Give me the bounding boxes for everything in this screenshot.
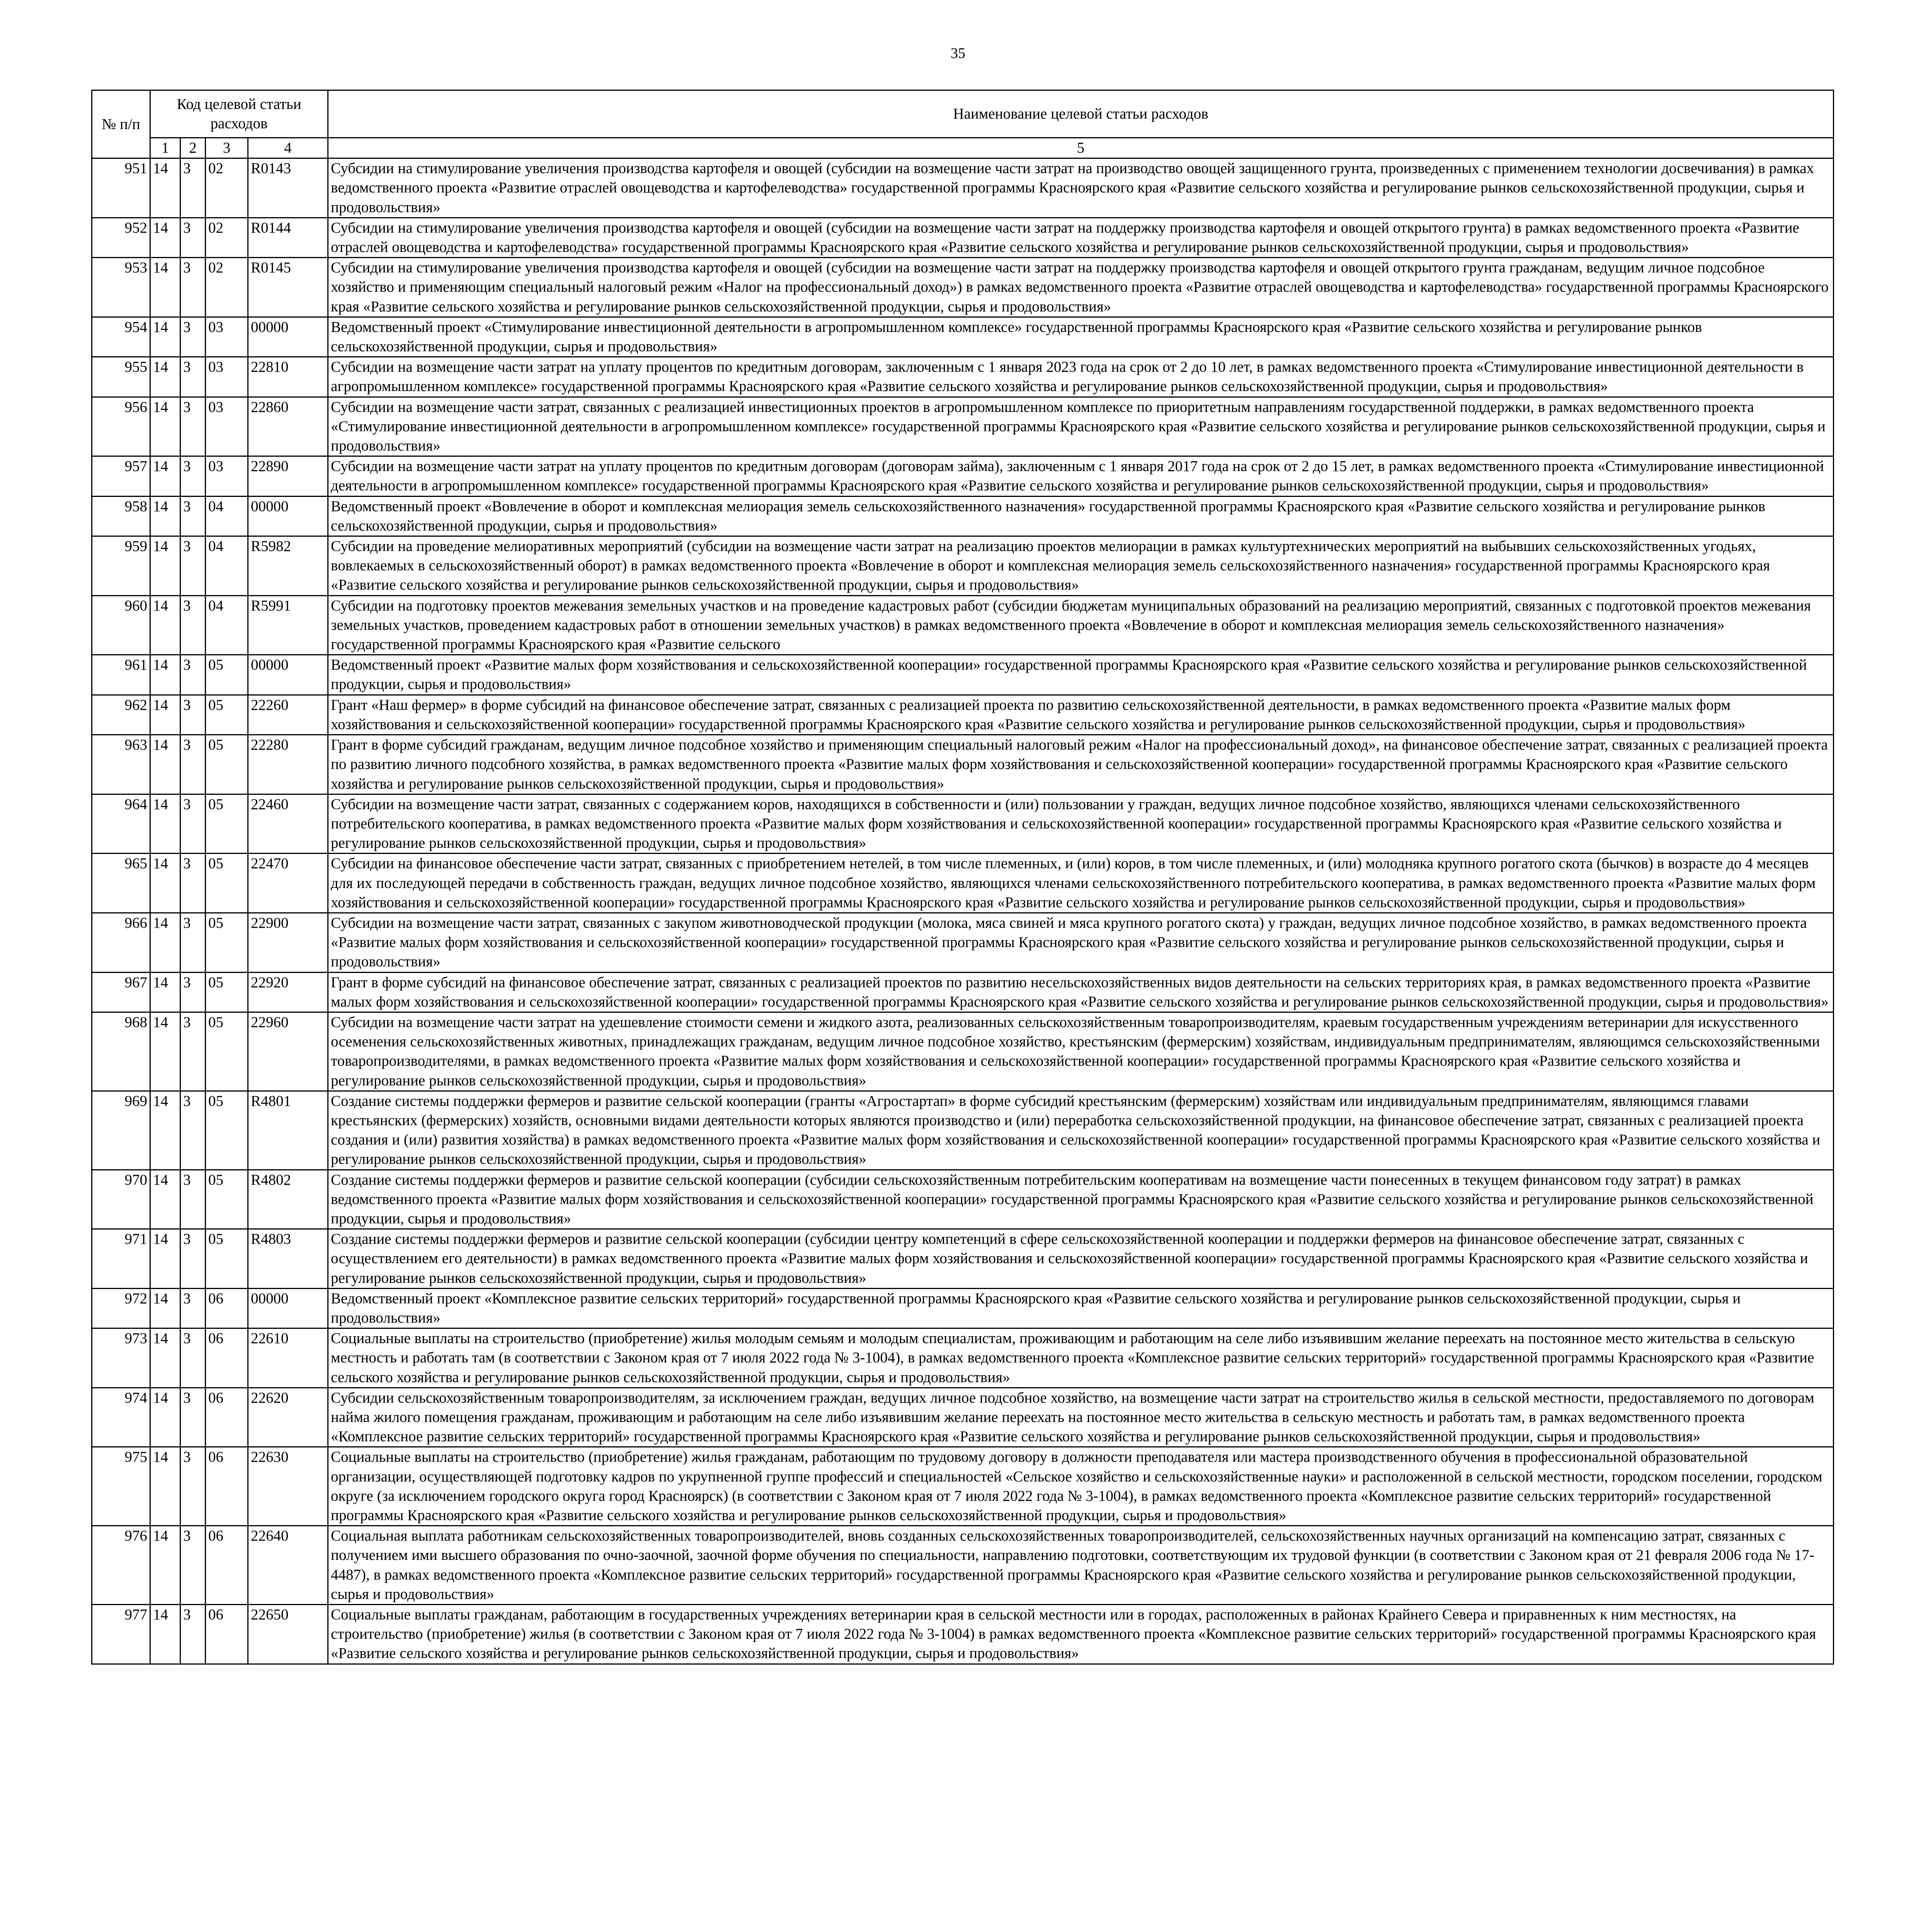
code-part-4: 22860 xyxy=(248,397,328,456)
code-part-2: 3 xyxy=(180,317,206,357)
code-part-2: 3 xyxy=(180,595,206,655)
header-code: Код целевой статьи расходов xyxy=(150,90,328,138)
code-part-4: 22960 xyxy=(248,1012,328,1091)
code-part-2: 3 xyxy=(180,397,206,456)
row-number: 960 xyxy=(92,595,150,655)
table-row xyxy=(92,1388,1834,1447)
code-part-3: 06 xyxy=(206,1328,248,1388)
code-part-4: 22620 xyxy=(248,1388,328,1447)
code-part-2: 3 xyxy=(180,218,206,257)
code-part-1: 14 xyxy=(150,695,180,735)
code-part-2: 3 xyxy=(180,655,206,695)
expense-item-name: Субсидии сельскохозяйственным товаропроизводителям, за исключением граждан, ведущих личное подсобное хозяйство, на возмещение части затрат на строительство жилья в сельской местности, предоставляемого по договорам найма жилого помещения гражданам, проживающим и работающим на селе либо изъявившим желание переехать на постоянное место жительства в сельскую местность и работать там, в рамках ведомственного проекта «Комплексное развитие сельских территорий» государственной программы Красноярского края «Развитие сельского хозяйства и регулирование рынков сельскохозяйственной продукции, сырья и продовольствия» xyxy=(328,1388,1834,1447)
row-number: 974 xyxy=(92,1388,150,1447)
code-part-4: 22460 xyxy=(248,794,328,854)
row-number: 976 xyxy=(92,1526,150,1605)
code-part-1: 14 xyxy=(150,655,180,695)
code-part-2: 3 xyxy=(180,1328,206,1388)
code-part-4: 22470 xyxy=(248,854,328,913)
row-number: 969 xyxy=(92,1091,150,1170)
code-part-1: 14 xyxy=(150,794,180,854)
row-number: 971 xyxy=(92,1229,150,1289)
code-part-3: 03 xyxy=(206,456,248,496)
code-part-4: 00000 xyxy=(248,655,328,695)
row-number: 957 xyxy=(92,456,150,496)
row-number: 970 xyxy=(92,1170,150,1229)
code-part-1: 14 xyxy=(150,218,180,257)
code-part-4: R4803 xyxy=(248,1229,328,1289)
row-number: 962 xyxy=(92,695,150,735)
code-part-4: 22920 xyxy=(248,972,328,1012)
row-number: 954 xyxy=(92,317,150,357)
code-part-3: 06 xyxy=(206,1605,248,1664)
code-part-3: 05 xyxy=(206,1229,248,1289)
table-row xyxy=(92,595,1834,655)
expense-item-name: Ведомственный проект «Стимулирование инвестиционной деятельности в агропромышленном комплексе» государственной программы Красноярского края «Развитие сельского хозяйства и регулирование рынков сельскохозяйственной продукции, сырья и продовольствия» xyxy=(328,317,1834,357)
code-part-1: 14 xyxy=(150,1526,180,1605)
table-body xyxy=(92,158,1834,1664)
header-subnumber: 1 xyxy=(150,138,180,158)
code-part-1: 14 xyxy=(150,1388,180,1447)
expense-item-name: Социальная выплата работникам сельскохозяйственных товаропроизводителей, вновь созданных сельскохозяйственных товаропроизводителей, сельскохозяйственных научных организаций на компенсацию затрат, связанных с получением ими высшего образования по очно-заочной, заочной форме обучения по специальности, направлению подготовки, соответствующим их трудовой функции (в соответствии с Законом края от 21 февраля 2006 года № 17-4487), в рамках ведомственного проекта «Комплексное развитие сельских территорий» государственной программы Красноярского края «Развитие сельского хозяйства и регулирование рынков сельскохозяйственной продукции, сырья и продовольствия» xyxy=(328,1526,1834,1605)
table-row xyxy=(92,1012,1834,1091)
expense-item-name: Создание системы поддержки фермеров и развитие сельской кооперации (гранты «Агростартап» в форме субсидий крестьянским (фермерским) хозяйствам или индивидуальным предпринимателям, являющимся главами крестьянских (фермерских) хозяйств, основными видами деятельности которых являются производство и (или) переработка сельскохозяйственной продукции, на финансовое обеспечение затрат, связанных с реализацией проекта создания и (или) развития хозяйства) в рамках ведомственного проекта «Развитие малых форм хозяйствования и сельскохозяйственной кооперации» государственной программы Красноярского края «Развитие сельского хозяйства и регулирование рынков сельскохозяйственной продукции, сырья и продовольствия» xyxy=(328,1091,1834,1170)
code-part-2: 3 xyxy=(180,1170,206,1229)
code-part-3: 03 xyxy=(206,357,248,397)
code-part-1: 14 xyxy=(150,1012,180,1091)
table-row xyxy=(92,1288,1834,1328)
code-part-4: 22610 xyxy=(248,1328,328,1388)
expense-item-name: Ведомственный проект «Вовлечение в оборот и комплексная мелиорация земель сельскохозяйственного назначения» государственной программы Красноярского края «Развитие сельского хозяйства и регулирование рынков сельскохозяйственной продукции, сырья и продовольствия» xyxy=(328,496,1834,536)
table-row xyxy=(92,695,1834,735)
expense-item-name: Субсидии на возмещение части затрат на удешевление стоимости семени и жидкого азота, реализованных сельскохозяйственным товаропроизводителям, краевым государственным учреждениям ветеринарии для искусственного осеменения сельскохозяйственных животных, принадлежащих гражданам, ведущим личное подсобное хозяйство, крестьянским (фермерским) хозяйствам, индивидуальным предпринимателям, являющимся сельскохозяйственными товаропроизводителями, в рамках ведомственного проекта «Развитие малых форм хозяйствования и сельскохозяйственной кооперации» государственной программы Красноярского края «Развитие сельского хозяйства и регулирование рынков сельскохозяйственной продукции, сырья и продовольствия» xyxy=(328,1012,1834,1091)
code-part-1: 14 xyxy=(150,595,180,655)
code-part-3: 05 xyxy=(206,655,248,695)
code-part-2: 3 xyxy=(180,1229,206,1289)
code-part-2: 3 xyxy=(180,258,206,317)
expense-item-name: Субсидии на возмещение части затрат, связанных с закупом животноводческой продукции (молока, мяса свиней и мяса крупного рогатого скота) у граждан, ведущих личное подсобное хозяйство, в рамках ведомственного проекта «Развитие малых форм хозяйствования и сельскохозяйственной кооперации» государственной программы Красноярского края «Развитие сельского хозяйства и регулирование рынков сельскохозяйственной продукции, сырья и продовольствия» xyxy=(328,913,1834,972)
expense-item-name: Ведомственный проект «Развитие малых форм хозяйствования и сельскохозяйственной кооперации» государственной программы Красноярского края «Развитие сельского хозяйства и регулирование рынков сельскохозяйственной продукции, сырья и продовольствия» xyxy=(328,655,1834,695)
row-number: 968 xyxy=(92,1012,150,1091)
code-part-2: 3 xyxy=(180,913,206,972)
header-subnumber: 5 xyxy=(328,138,1834,158)
row-number: 967 xyxy=(92,972,150,1012)
expense-item-name: Субсидии на стимулирование увеличения производства картофеля и овощей (субсидии на возмещение части затрат на производство овощей защищенного грунта, произведенных с применением технологии досвечивания) в рамках ведомственного проекта «Развитие отраслей овощеводства и картофелеводства» государственной программы Красноярского края «Развитие сельского хозяйства и регулирование рынков сельскохозяйственной продукции, сырья и продовольствия» xyxy=(328,158,1834,218)
table-row xyxy=(92,496,1834,536)
code-part-1: 14 xyxy=(150,397,180,456)
code-part-3: 03 xyxy=(206,317,248,357)
code-part-3: 02 xyxy=(206,218,248,257)
code-part-2: 3 xyxy=(180,496,206,536)
code-part-3: 05 xyxy=(206,913,248,972)
expense-item-name: Субсидии на стимулирование увеличения производства картофеля и овощей (субсидии на возмещение части затрат на поддержку производства картофеля и овощей открытого грунта гражданам, ведущим личное подсобное хозяйство и применяющим специальный налоговый режим «Налог на профессиональный доход») в рамках ведомственного проекта «Развитие отраслей овощеводства и картофелеводства» государственной программы Красноярского края «Развитие сельского хозяйства и регулирование рынков сельскохозяйственной продукции, сырья и продовольствия» xyxy=(328,258,1834,317)
expense-item-name: Субсидии на возмещение части затрат, связанных с содержанием коров, находящихся в собственности и (или) пользовании у граждан, ведущих личное подсобное хозяйство, являющихся членами сельскохозяйственного потребительского кооператива, в рамках ведомственного проекта «Развитие малых форм хозяйствования и сельскохозяйственной кооперации» государственной программы Красноярского края «Развитие сельского хозяйства и регулирование рынков сельскохозяйственной продукции, сырья и продовольствия» xyxy=(328,794,1834,854)
expense-item-name: Субсидии на возмещение части затрат на уплату процентов по кредитным договорам, заключенным с 1 января 2023 года на срок от 2 до 10 лет, в рамках ведомственного проекта «Стимулирование инвестиционной деятельности в агропромышленном комплексе» государственной программы Красноярского края «Развитие сельского хозяйства и регулирование рынков сельскохозяйственной продукции, сырья и продовольствия» xyxy=(328,357,1834,397)
code-part-4: R5982 xyxy=(248,536,328,596)
code-part-3: 06 xyxy=(206,1388,248,1447)
table-row xyxy=(92,794,1834,854)
code-part-2: 3 xyxy=(180,972,206,1012)
code-part-1: 14 xyxy=(150,854,180,913)
code-part-4: R0145 xyxy=(248,258,328,317)
table-row xyxy=(92,218,1834,257)
budget-items-table xyxy=(91,90,1834,1665)
code-part-1: 14 xyxy=(150,536,180,596)
row-number: 956 xyxy=(92,397,150,456)
table-row xyxy=(92,397,1834,456)
expense-item-name: Субсидии на подготовку проектов межевания земельных участков и на проведение кадастровых работ (субсидии бюджетам муниципальных образований на реализацию мероприятий, связанных с подготовкой проектов межевания земельных участков, проведением кадастровых работ в отношении земельных участков) в рамках ведомственного проекта «Вовлечение в оборот и комплексная мелиорация земель сельскохозяйственного назначения» государственной программы Красноярского края «Развитие сельского xyxy=(328,595,1834,655)
code-part-1: 14 xyxy=(150,1288,180,1328)
code-part-2: 3 xyxy=(180,456,206,496)
code-part-3: 06 xyxy=(206,1288,248,1328)
expense-item-name: Создание системы поддержки фермеров и развитие сельской кооперации (субсидии центру компетенций в сфере сельскохозяйственной кооперации и поддержки фермеров на финансовое обеспечение затрат, связанных с осуществлением его деятельности) в рамках ведомственного проекта «Развитие малых форм хозяйствования и сельскохозяйственной кооперации» государственной программы Красноярского края «Развитие сельского хозяйства и регулирование рынков сельскохозяйственной продукции, сырья и продовольствия» xyxy=(328,1229,1834,1289)
code-part-2: 3 xyxy=(180,794,206,854)
code-part-4: 22630 xyxy=(248,1447,328,1526)
table-row xyxy=(92,1091,1834,1170)
expense-item-name: Грант в форме субсидий на финансовое обеспечение затрат, связанных с реализацией проектов по развитию несельскохозяйственных видов деятельности на сельских территориях края, в рамках ведомственного проекта «Развитие малых форм хозяйствования и сельскохозяйственной кооперации» государственной программы Красноярского края «Развитие сельского хозяйства и регулирование рынков сельскохозяйственной продукции, сырья и продовольствия» xyxy=(328,972,1834,1012)
code-part-1: 14 xyxy=(150,972,180,1012)
table-row xyxy=(92,1229,1834,1289)
table-row xyxy=(92,655,1834,695)
code-part-3: 05 xyxy=(206,972,248,1012)
code-part-3: 05 xyxy=(206,1091,248,1170)
code-part-3: 05 xyxy=(206,854,248,913)
row-number: 951 xyxy=(92,158,150,218)
code-part-1: 14 xyxy=(150,158,180,218)
code-part-3: 06 xyxy=(206,1447,248,1526)
code-part-2: 3 xyxy=(180,1447,206,1526)
table-row xyxy=(92,258,1834,317)
table-row xyxy=(92,158,1834,218)
table-row xyxy=(92,536,1834,596)
code-part-3: 05 xyxy=(206,735,248,794)
expense-item-name: Субсидии на возмещение части затрат на уплату процентов по кредитным договорам (договорам займа), заключенным с 1 января 2017 года на срок от 2 до 15 лет, в рамках ведомственного проекта «Стимулирование инвестиционной деятельности в агропромышленном комплексе» государственной программы Красноярского края «Развитие сельского хозяйства и регулирование рынков сельскохозяйственной продукции, сырья и продовольствия» xyxy=(328,456,1834,496)
code-part-4: 22890 xyxy=(248,456,328,496)
table-row xyxy=(92,456,1834,496)
table-row xyxy=(92,357,1834,397)
table-row xyxy=(92,1526,1834,1605)
code-part-1: 14 xyxy=(150,357,180,397)
row-number: 963 xyxy=(92,735,150,794)
code-part-4: R5991 xyxy=(248,595,328,655)
code-part-4: 22900 xyxy=(248,913,328,972)
code-part-4: 00000 xyxy=(248,317,328,357)
expense-item-name: Грант «Наш фермер» в форме субсидий на финансовое обеспечение затрат, связанных с реализацией проекта по развитию сельскохозяйственной деятельности, в рамках ведомственного проекта «Развитие малых форм хозяйствования и сельскохозяйственной кооперации» государственной программы Красноярского края «Развитие сельского хозяйства и регулирование рынков сельскохозяйственной продукции, сырья и продовольствия» xyxy=(328,695,1834,735)
code-part-4: R4801 xyxy=(248,1091,328,1170)
header-subnumber: 2 xyxy=(180,138,206,158)
code-part-2: 3 xyxy=(180,1388,206,1447)
code-part-1: 14 xyxy=(150,456,180,496)
header-number: № п/п xyxy=(92,90,150,158)
code-part-2: 3 xyxy=(180,357,206,397)
expense-item-name: Субсидии на проведение мелиоративных мероприятий (субсидии на возмещение части затрат на реализацию проектов мелиорации в рамках культуртехнических мероприятий на выбывших сельскохозяйственных угодьях, вовлекаемых в сельскохозяйственный оборот) в рамках ведомственного проекта «Вовлечение в оборот и комплексная мелиорация земель сельскохозяйственного назначения» государственной программы Красноярского края «Развитие сельского хозяйства и регулирование рынков сельскохозяйственной продукции, сырья и продовольствия» xyxy=(328,536,1834,596)
code-part-1: 14 xyxy=(150,913,180,972)
code-part-3: 06 xyxy=(206,1526,248,1605)
code-part-1: 14 xyxy=(150,1229,180,1289)
code-part-1: 14 xyxy=(150,496,180,536)
code-part-3: 04 xyxy=(206,536,248,596)
code-part-1: 14 xyxy=(150,1091,180,1170)
code-part-2: 3 xyxy=(180,158,206,218)
table-row xyxy=(92,972,1834,1012)
table-row xyxy=(92,854,1834,913)
code-part-3: 04 xyxy=(206,595,248,655)
code-part-2: 3 xyxy=(180,735,206,794)
code-part-3: 02 xyxy=(206,158,248,218)
code-part-1: 14 xyxy=(150,1447,180,1526)
code-part-4: 22280 xyxy=(248,735,328,794)
code-part-3: 03 xyxy=(206,397,248,456)
table-row xyxy=(92,1447,1834,1526)
header-name: Наименование целевой статьи расходов xyxy=(328,90,1834,138)
code-part-2: 3 xyxy=(180,1526,206,1605)
header-subnumber: 3 xyxy=(206,138,248,158)
expense-item-name: Субсидии на возмещение части затрат, связанных с реализацией инвестиционных проектов в агропромышленном комплексе по приоритетным направлениям государственной поддержки, в рамках ведомственного проекта «Стимулирование инвестиционной деятельности в агропромышленном комплексе» государственной программы Красноярского края «Развитие сельского хозяйства и регулирование рынков сельскохозяйственной продукции, сырья и продовольствия» xyxy=(328,397,1834,456)
row-number: 958 xyxy=(92,496,150,536)
table-row xyxy=(92,1170,1834,1229)
row-number: 953 xyxy=(92,258,150,317)
code-part-2: 3 xyxy=(180,1012,206,1091)
expense-item-name: Субсидии на стимулирование увеличения производства картофеля и овощей (субсидии на возмещение части затрат на поддержку производства картофеля и овощей открытого грунта) в рамках ведомственного проекта «Развитие отраслей овощеводства и картофелеводства» государственной программы Красноярского края «Развитие сельского хозяйства и регулирование рынков сельскохозяйственной продукции, сырья и продовольствия» xyxy=(328,218,1834,257)
row-number: 973 xyxy=(92,1328,150,1388)
code-part-4: 22260 xyxy=(248,695,328,735)
code-part-3: 04 xyxy=(206,496,248,536)
code-part-2: 3 xyxy=(180,1605,206,1664)
row-number: 977 xyxy=(92,1605,150,1664)
row-number: 964 xyxy=(92,794,150,854)
code-part-1: 14 xyxy=(150,258,180,317)
code-part-1: 14 xyxy=(150,735,180,794)
code-part-3: 05 xyxy=(206,794,248,854)
header-subnumber: 4 xyxy=(248,138,328,158)
table-row xyxy=(92,1605,1834,1664)
code-part-4: R4802 xyxy=(248,1170,328,1229)
code-part-4: R0143 xyxy=(248,158,328,218)
code-part-3: 05 xyxy=(206,1170,248,1229)
code-part-2: 3 xyxy=(180,695,206,735)
row-number: 972 xyxy=(92,1288,150,1328)
expense-item-name: Социальные выплаты на строительство (приобретение) жилья молодым семьям и молодым специалистам, проживающим и работающим на селе либо изъявившим желание переехать на постоянное место жительства в сельскую местность и работать там (в соответствии с Законом края от 7 июля 2022 года № 3-1004), в рамках ведомственного проекта «Комплексное развитие сельских территорий» государственной программы Красноярского края «Развитие сельского хозяйства и регулирование рынков сельскохозяйственной продукции, сырья и продовольствия» xyxy=(328,1328,1834,1388)
code-part-4: 22810 xyxy=(248,357,328,397)
code-part-1: 14 xyxy=(150,317,180,357)
code-part-1: 14 xyxy=(150,1605,180,1664)
page-number: 35 xyxy=(951,45,965,61)
table-row xyxy=(92,1328,1834,1388)
table-row xyxy=(92,913,1834,972)
code-part-1: 14 xyxy=(150,1328,180,1388)
code-part-2: 3 xyxy=(180,1288,206,1328)
code-part-4: 00000 xyxy=(248,496,328,536)
expense-item-name: Социальные выплаты гражданам, работающим в государственных учреждениях ветеринарии края в сельской местности или в городах, расположенных в районах Крайнего Севера и приравненных к ним местностях, на строительство (приобретение) жилья (в соответствии с Законом края от 7 июля 2022 года № 3-1004) в рамках ведомственного проекта «Комплексное развитие сельских территорий» государственной программы Красноярского края «Развитие сельского хозяйства и регулирование рынков сельскохозяйственной продукции, сырья и продовольствия» xyxy=(328,1605,1834,1664)
table-row xyxy=(92,735,1834,794)
expense-item-name: Социальные выплаты на строительство (приобретение) жилья гражданам, работающим по трудовому договору в должности преподавателя или мастера производственного обучения в профессиональной образовательной организации, осуществляющей подготовку кадров по укрупненной группе профессий и специальностей «Сельское хозяйство и сельскохозяйственные науки» и расположенной в сельской местности, городском поселении, городском округе (за исключением городского округа город Красноярск) (в соответствии с Законом края от 7 июля 2022 года № 3-1004), в рамках ведомственного проекта «Комплексное развитие сельских территорий» государственной программы Красноярского края «Развитие сельского хозяйства и регулирование рынков сельскохозяйственной продукции, сырья и продовольствия» xyxy=(328,1447,1834,1526)
row-number: 965 xyxy=(92,854,150,913)
code-part-2: 3 xyxy=(180,854,206,913)
expense-item-name: Создание системы поддержки фермеров и развитие сельской кооперации (субсидии сельскохозяйственным потребительским кооперативам на возмещение части понесенных в текущем финансовом году затрат) в рамках ведомственного проекта «Развитие малых форм хозяйствования и сельскохозяйственной кооперации» государственной программы Красноярского края «Развитие сельского хозяйства и регулирование рынков сельскохозяйственной продукции, сырья и продовольствия» xyxy=(328,1170,1834,1229)
expense-item-name: Грант в форме субсидий гражданам, ведущим личное подсобное хозяйство и применяющим специальный налоговый режим «Налог на профессиональный доход», на финансовое обеспечение затрат, связанных с реализацией проекта по развитию личного подсобного хозяйства, в рамках ведомственного проекта «Развитие малых форм хозяйствования и сельскохозяйственной кооперации» государственной программы Красноярского края «Развитие сельского хозяйства и регулирование рынков сельскохозяйственной продукции, сырья и продовольствия» xyxy=(328,735,1834,794)
table-row xyxy=(92,317,1834,357)
code-part-3: 05 xyxy=(206,1012,248,1091)
row-number: 975 xyxy=(92,1447,150,1526)
expense-item-name: Ведомственный проект «Комплексное развитие сельских территорий» государственной программы Красноярского края «Развитие сельского хозяйства и регулирование рынков сельскохозяйственной продукции, сырья и продовольствия» xyxy=(328,1288,1834,1328)
code-part-4: 22650 xyxy=(248,1605,328,1664)
code-part-1: 14 xyxy=(150,1170,180,1229)
row-number: 959 xyxy=(92,536,150,596)
code-part-3: 02 xyxy=(206,258,248,317)
code-part-2: 3 xyxy=(180,536,206,596)
row-number: 952 xyxy=(92,218,150,257)
code-part-3: 05 xyxy=(206,695,248,735)
code-part-2: 3 xyxy=(180,1091,206,1170)
row-number: 961 xyxy=(92,655,150,695)
code-part-4: R0144 xyxy=(248,218,328,257)
row-number: 955 xyxy=(92,357,150,397)
row-number: 966 xyxy=(92,913,150,972)
code-part-4: 00000 xyxy=(248,1288,328,1328)
code-part-4: 22640 xyxy=(248,1526,328,1605)
expense-item-name: Субсидии на финансовое обеспечение части затрат, связанных с приобретением нетелей, в том числе племенных, и (или) коров, в том числе племенных, и (или) молодняка крупного рогатого скота (бычков) в возрасте до 4 месяцев для их последующей передачи в собственность граждан, ведущих личное подсобное хозяйство, являющихся членами сельскохозяйственного потребительского кооператива, в рамках ведомственного проекта «Развитие малых форм хозяйствования и сельскохозяйственной кооперации» государственной программы Красноярского края «Развитие сельского хозяйства и регулирование рынков сельскохозяйственной продукции, сырья и продовольствия» xyxy=(328,854,1834,913)
